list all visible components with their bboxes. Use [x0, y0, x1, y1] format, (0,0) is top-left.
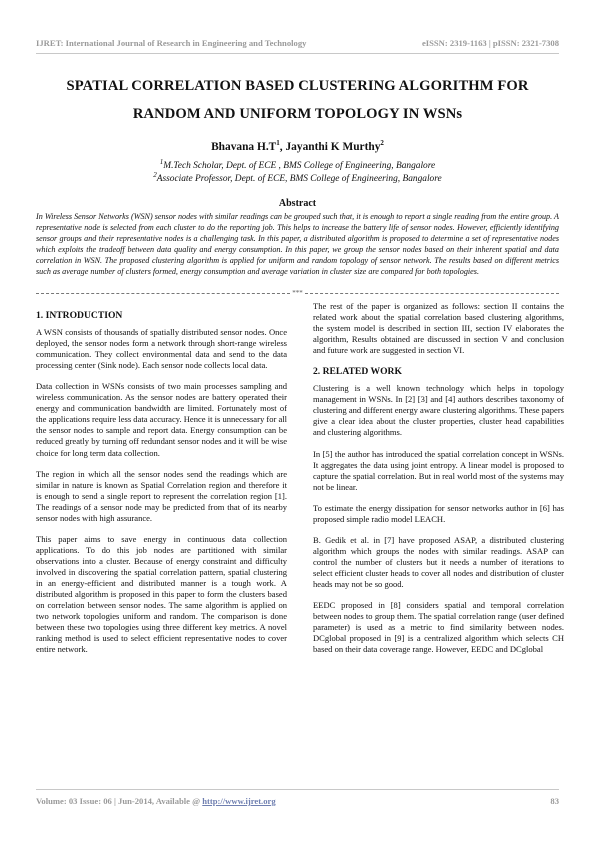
running-footer [36, 796, 559, 806]
section-2-paragraph: To estimate the energy dissipation for sensor networks author in [6] has proposed simple radio model LEACH. [313, 502, 564, 524]
abstract-text: In Wireless Sensor Networks (WSN) sensor nodes with similar readings can be grouped such that, it is enough to report a single reading from the entire group. A representative node is selected from each cluster to do the reporting job. This helps to increase the battery life of sensor nodes. However, efficiently identifying sensor groups and their representative nodes is a challenging task. In this paper, a distributed algorithm is proposed to determine a set of representative nodes which exploits the tradeoff between data quality and energy consumption. In this paper, we group the sensor nodes based on their inherent spatial and data correlation in WSN. The proposed clustering algorithm is applied for uniform and random topology of sensor network. The results based on different metrics such as average number of clusters formed, energy consumption and average variation in cluster size are compared for both topologies. [36, 212, 559, 277]
footer-volume: Volume: 03 Issue: 06 | Jun-2014, Available @ [36, 796, 203, 806]
title-line-1: SPATIAL CORRELATION BASED CLUSTERING ALGORITHM FOR [66, 78, 529, 94]
organization-paragraph: The rest of the paper is organized as follows: section II contains the related work about the spatial correlation based clustering algorithms, the system model is described in section III, section IV elaborates the algorithm, Results obtained are discussed in section V and conclusion and future work are suggested in section VI. [313, 301, 564, 356]
affiliation-2 [36, 171, 559, 184]
author-1: Bhavana H.T [211, 140, 277, 153]
affiliation-2-sup: 2 [153, 171, 157, 179]
affiliation-1-text: M.Tech Scholar, Dept. of ECE , BMS College of Engineering, Bangalore [163, 161, 436, 172]
authors [36, 139, 559, 153]
section-2-paragraph: B. Gedik et al. in [7] have proposed ASAP, a distributed clustering algorithm which groups the nodes with similar readings. ASAP can control the number of clusters but it needs a number of iterations to select efficient cluster heads to cover all nodes and distribution of cluster heads may not be so good. [313, 534, 564, 589]
right-column [313, 301, 564, 665]
section-1-paragraph: The region in which all the sensor nodes send the readings which are similar in nature is known as Spatial Correlation region and therefore it is enough to send a single report to represent the correlation region [1]. The readings of a sensor node may be predicted from that of its nearby sensor nodes with high assurance. [36, 468, 287, 523]
section-1-paragraph: Data collection in WSNs consists of two main processes sampling and wireless communication. As the sensor nodes are battery operated their energy and communication bandwidth are limited. Fortunately most of the applications require less data accuracy. Hence it is unnecessary for all the sensor nodes to sample and report data. Energy consumption can be reduced greatly by turning off redundant sensor nodes and it will be wise choice for long term data collection. [36, 381, 287, 458]
footer-rule [36, 789, 559, 790]
section-2-paragraph: EEDC proposed in [8] considers spatial and temporal correlation between nodes to group them. The spatial correlation range (user defined parameter) is used as a metric to find similarity between nodes. DCglobal proposed in [9] is a centralized algorithm which selects CH based on their data coverage range. However, EEDC and DCglobal [313, 600, 564, 655]
header-rule [36, 53, 559, 54]
section-2-paragraph: Clustering is a well known technology which helps in topology management in WSNs. In [2] [3] and [4] authors describes taxonomy of clustering and different energy aware clustering algorithms. These papers give a clear idea about the cluster properties, cluster head capabilities and clustering algorithms. [313, 383, 564, 438]
section-2-paragraph: In [5] the author has introduced the spatial correlation concept in WSNs. It aggregates the data using joint entropy. A linear model is proposed to capture the spatial correlation. But in real world most of the systems may not be linear. [313, 448, 564, 492]
journal-link[interactable]: http://www.ijret.org [202, 796, 276, 806]
author-2: Jayanthi K Murthy [285, 140, 381, 153]
separator-mark: *** [292, 289, 303, 297]
author-1-sup: 1 [276, 139, 280, 147]
issn: eISSN: 2319-1163 | pISSN: 2321-7308 [421, 38, 559, 48]
section-separator [36, 289, 559, 297]
page-number: 83 [550, 796, 559, 806]
paper-title [36, 72, 559, 128]
title-line-2: RANDOM AND UNIFORM TOPOLOGY IN WSNs [132, 106, 463, 122]
separator-line-left [36, 293, 290, 294]
footer-info [36, 796, 276, 806]
abstract-heading: Abstract [278, 198, 317, 209]
author-2-sup: 2 [380, 139, 384, 147]
author-separator: , [279, 140, 286, 153]
left-column [36, 310, 287, 665]
section-2-heading: 2. RELATED WORK [313, 366, 402, 378]
affiliation-2-text: Associate Professor, Dept. of ECE, BMS College of Engineering, Bangalore [156, 174, 442, 185]
affiliation-1-sup: 1 [159, 158, 164, 166]
journal-name: IJRET: International Journal of Research in Engineering and Technology [36, 38, 307, 48]
section-1-paragraph: This paper aims to save energy in continuous data collection applications. To do this job nodes are partitioned with similar observations into a cluster. Because of energy constraint and difficulty involved in discovering the spatial correlation pattern, spatial clustering in an energy-efficient and distributed manner is a tough work. A distributed algorithm is proposed in this paper to form the clusters based on correlation between sensor nodes. The same algorithm is applied on two network topologies uniform and random. The comparison is done between these two topologies using three different key metrics. A novel ranking method is used to select efficient representative nodes to cover entire network. [36, 533, 287, 655]
section-1-heading: 1. INTRODUCTION [36, 310, 123, 321]
section-1-paragraph: A WSN consists of thousands of spatially distributed sensor nodes. Once deployed, the sensor nodes form a network through short-range wireless communication. They collect environmental data and send to the data processing center (Sink node). Each sensor node collects local data. [36, 327, 287, 371]
separator-line-right [305, 293, 559, 294]
affiliation-1 [36, 158, 559, 171]
running-header [36, 38, 559, 48]
